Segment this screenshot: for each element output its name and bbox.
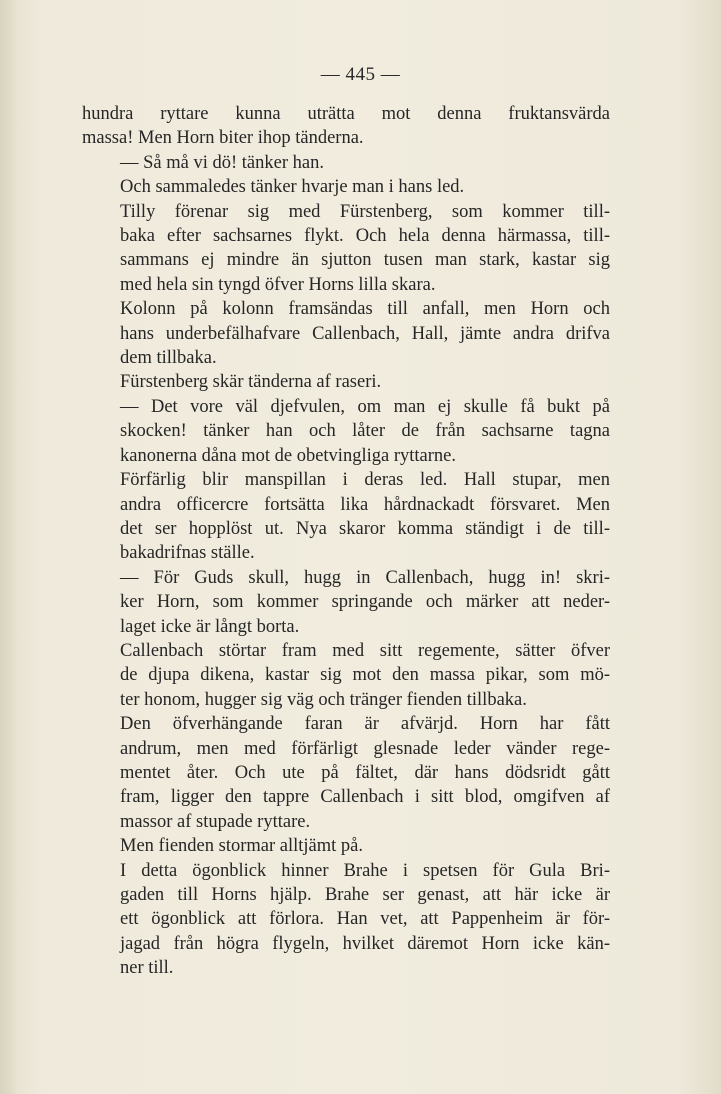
text-line: Callenbach störtar fram med sitt regemente, sätter öfver	[120, 640, 610, 661]
text-line: Kolonn på kolonn framsändas till anfall, men Horn och	[120, 299, 610, 320]
text-line: Men fienden stormar alltjämt på.	[120, 836, 363, 857]
text-line: ker Horn, som kommer springande och märker att neder-	[120, 592, 610, 613]
paragraph	[82, 859, 610, 981]
text-line: baka efter sachsarnes flykt. Och hela denna härmassa, till-	[120, 226, 610, 247]
paragraph	[82, 175, 610, 199]
text-line: gaden till Horns hjälp. Brahe ser genast, att här icke är	[120, 885, 610, 905]
text-line: ner till.	[120, 958, 174, 979]
paragraph	[82, 712, 610, 834]
body-text	[82, 102, 610, 981]
text-line: dem tillbaka.	[120, 348, 217, 369]
paragraph	[82, 639, 610, 712]
paragraph	[82, 468, 610, 566]
text-line: — Det vore väl djefvulen, om man ej skulle få bukt på	[120, 396, 610, 417]
text-line: de djupa dikena, kastar sig mot den massa pikar, som mö-	[120, 665, 610, 686]
text-line: sammans ej mindre än sjutton tusen man stark, kastar sig	[120, 250, 610, 271]
paragraph	[82, 200, 610, 298]
text-line: laget icke är långt borta.	[120, 616, 300, 637]
text-line: andrum, men med förfärligt glesnade leder vänder rege-	[120, 738, 610, 759]
paragraph	[82, 566, 610, 639]
paragraph	[82, 834, 610, 858]
text-line: ett ögonblick att förlora. Han vet, att Pappenheim är för-	[120, 909, 610, 930]
text-line: andra officercre fortsätta lika hårdnackadt försvaret. Men	[120, 494, 610, 515]
text-line: massa! Men Horn biter ihop tänderna.	[82, 128, 364, 149]
text-line: kanonerna dåna mot de obetvingliga ryttarne.	[120, 445, 456, 466]
text-line: — Så må vi dö! tänker han.	[120, 152, 324, 173]
page-number: — 445 —	[320, 64, 401, 85]
text-line: hans underbefälhafvare Callenbach, Hall, jämte andra drifva	[120, 323, 610, 344]
text-line: Fürstenberg skär tänderna af raseri.	[120, 372, 382, 393]
text-line: I detta ögonblick hinner Brahe i spetsen för Gula Bri-	[120, 860, 610, 881]
text-line: Och sammaledes tänker hvarje man i hans led.	[120, 177, 465, 198]
paragraph	[82, 297, 610, 370]
text-line: Tilly förenar sig med Fürstenberg, som kommer till-	[120, 201, 610, 222]
text-line: jagad från högra flygeln, hvilket däremot Horn icke kän-	[120, 933, 610, 954]
text-line: med hela sin tyngd öfver Horns lilla skara.	[120, 274, 436, 295]
text-line: mentet åter. Och ute på fältet, där hans dödsridt gått	[120, 762, 610, 783]
paragraph	[82, 151, 610, 175]
page-edge-shadow	[0, 0, 18, 1094]
text-line: Förfärlig blir manspillan i deras led. Hall stupar, men	[120, 470, 610, 491]
text-line: Den öfverhängande faran är afvärjd. Horn har fått	[120, 714, 610, 735]
text-line: bakadrifnas ställe.	[120, 543, 255, 564]
text-line: — För Guds skull, hugg in Callenbach, hugg in! skri-	[120, 567, 610, 588]
text-line: det ser hopplöst ut. Nya skaror komma ständigt i de till-	[120, 518, 610, 539]
paragraph	[82, 370, 610, 394]
text-line: skocken! tänker han och låter de från sachsarne tagna	[120, 421, 610, 442]
text-line: hundra ryttare kunna uträtta mot denna fruktansvärda	[82, 104, 610, 124]
text-line: fram, ligger den tappre Callenbach i sitt blod, omgifven af	[120, 787, 610, 808]
text-line: massor af stupade ryttare.	[120, 811, 311, 832]
paragraph	[82, 102, 610, 151]
paragraph	[82, 395, 610, 468]
text-line: ter honom, hugger sig väg och tränger fienden tillbaka.	[120, 689, 527, 710]
